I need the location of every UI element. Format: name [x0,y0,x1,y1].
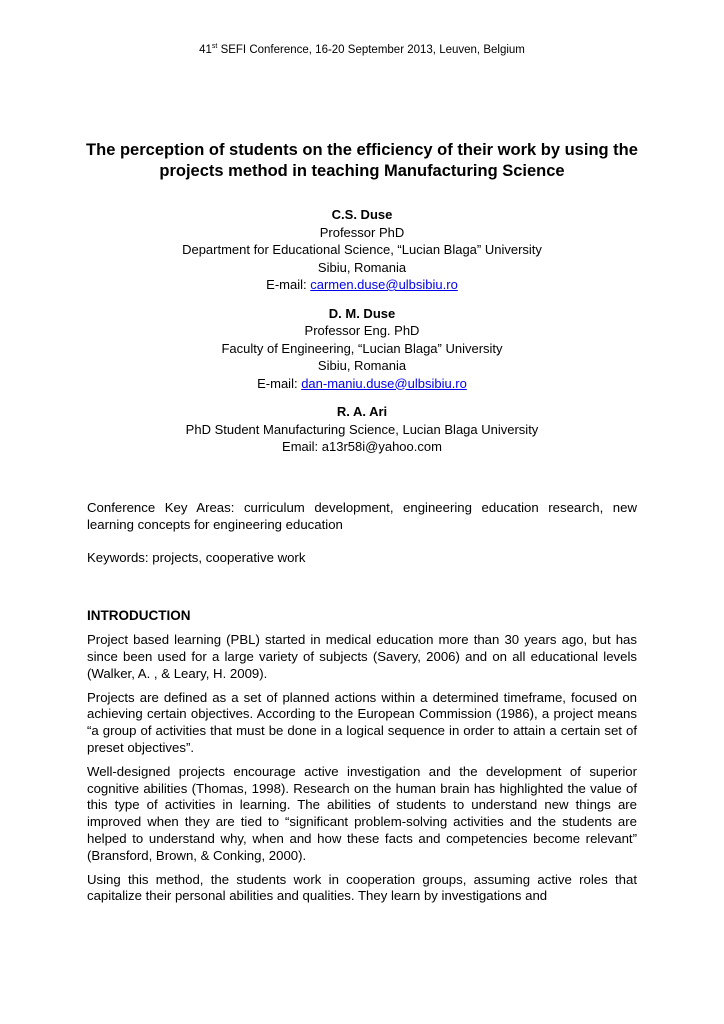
body-paragraph: Projects are defined as a set of planned actions within a determined timeframe, focused on achieving certain objectives. According to the European Commission (1986), a project means “a group of activities that must be done in a logical sequence in order to attain a certain set of preset objectives”. [87,689,637,755]
conference-key-areas: Conference Key Areas: curriculum development, engineering education research, new learning concepts for engineering education [87,500,637,532]
author-location: Sibiu, Romania [317,259,407,275]
author-1 [60,206,664,294]
header-text: SEFI Conference, 16-20 September 2013, Leuven, Belgium [217,44,525,56]
body-paragraph: Well-designed projects encourage active investigation and the development of superior cognitive abilities (Thomas, 1998). Research on the human brain has highlighted the value of this type of activities in learning. The abilities of students to understand new things are improved when they are tied to “significant problem-solving activities and the students are helped to understand why, when and how these facts and competencies become relevant” (Bransford, Brown, & Conking, 2000). [87,763,637,863]
author-email-line [60,438,664,456]
keywords: Keywords: projects, cooperative work [87,549,306,565]
author-affiliation: PhD Student Manufacturing Science, Lucian Blaga University [185,421,539,437]
author-name: R. A. Ari [336,404,388,419]
author-email-link[interactable]: carmen.duse@ulbsibiu.ro [310,277,458,292]
author-affiliation: Faculty of Engineering, “Lucian Blaga” University [221,340,503,356]
email-label: E-mail: [266,277,311,292]
email-label: E-mail: [257,375,302,391]
author-block [60,206,664,467]
header-number: 41 [199,44,212,56]
author-email-link[interactable]: dan-maniu.duse@ulbsibiu.ro [301,375,467,391]
author-2 [60,305,664,393]
email-label: Email: [282,439,322,454]
author-name: D. M. Duse [328,305,396,321]
paper-body [87,500,637,912]
header-superscript: st [211,43,218,51]
author-email: a13r58i@yahoo.com [321,439,442,454]
paper-title: The perception of students on the efficiency of their work by using the projects method in teaching Manufacturing Science [86,141,638,180]
author-name: C.S. Duse [331,207,393,222]
author-title: Professor Eng. PhD [304,323,420,338]
section-heading-introduction: INTRODUCTION [87,608,191,624]
conference-header [0,44,724,56]
author-3 [60,403,664,456]
body-paragraph: Project based learning (PBL) started in medical education more than 30 years ago, but has since been used for a large variety of subjects (Savery, 2006) and on all educational levels (Walker, A. , & Leary, H. 2009). [87,632,637,681]
author-email-line [60,375,664,393]
body-paragraph: Using this method, the students work in cooperation groups, assuming active roles that capitalize their personal abilities and qualities. They learn by investigations and [87,871,637,904]
author-affiliation: Department for Educational Science, “Lucian Blaga” University [182,242,542,257]
author-location: Sibiu, Romania [317,358,407,373]
author-title: Professor PhD [319,224,405,240]
author-email-line [60,276,664,294]
